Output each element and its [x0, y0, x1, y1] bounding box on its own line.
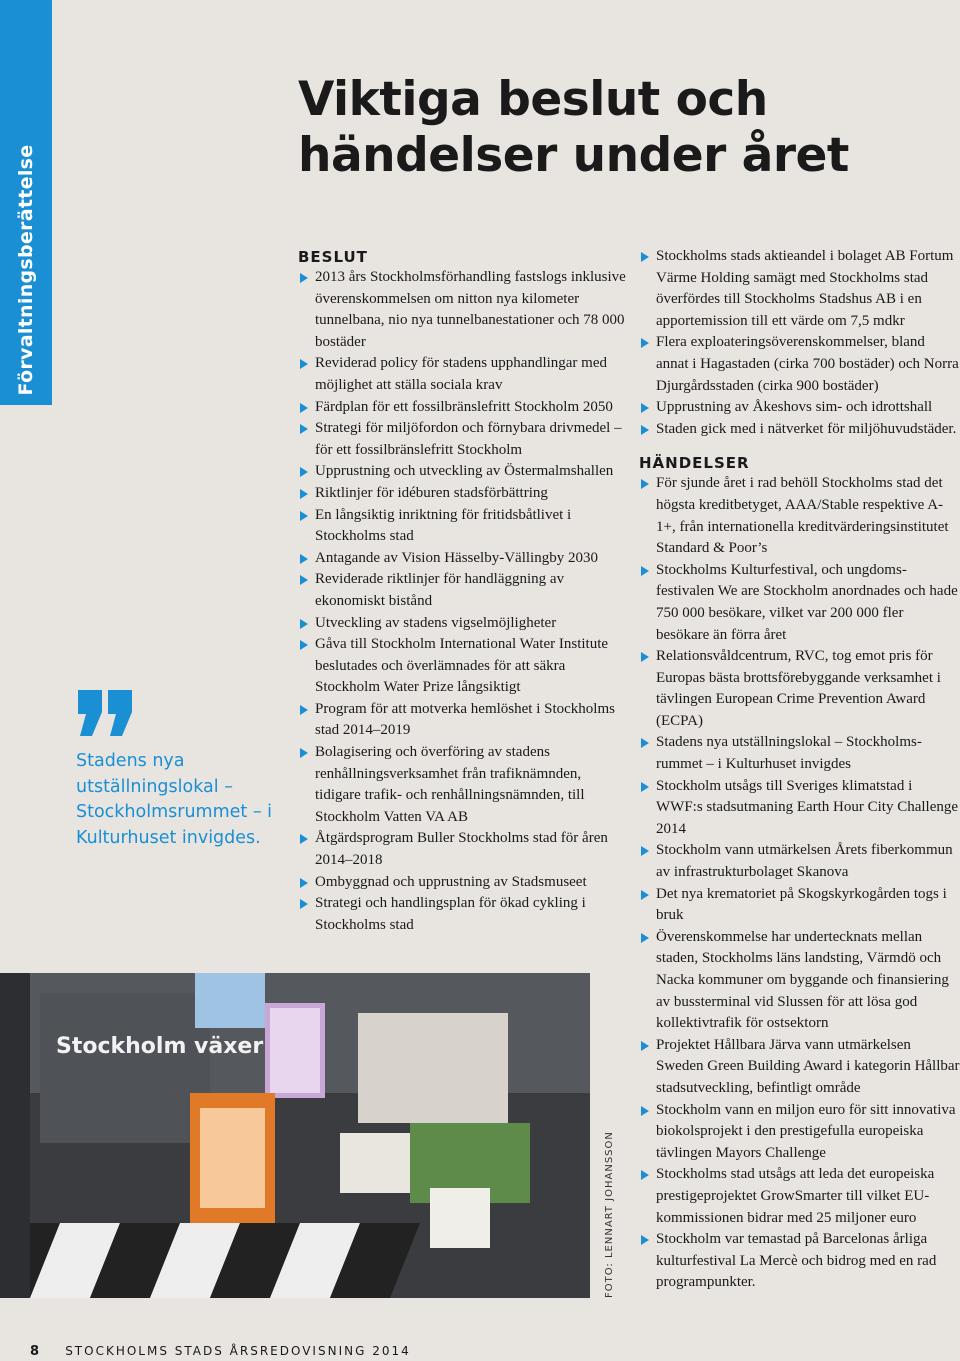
- list-item: Bolagisering och överföring av stadens renhållningsverksamhet från trafiknämnden, tidigare trafik- och renhållningsnämnden, till Stockholm Vatten VA AB: [298, 742, 628, 828]
- quote-mark-icon: [76, 690, 136, 740]
- list-item: Riktlinjer för idéburen stadsförbättring: [298, 483, 628, 505]
- list-item: För sjunde året i rad behöll Stockholms stad det högsta kreditbetyget, AAA/Stable respektive A-1+, från internationella kreditvärderingsinstitutet Standard & Poor’s: [639, 473, 960, 559]
- list-item: Överenskommelse har undertecknats mellan staden, Stockholms läns landsting, Värmdö och Nacka kommuner om byggande och finansiering av bussterminal vid Slussen för att lösa god kollektivtrafik för ostsektorn: [639, 927, 960, 1035]
- section-tab: [0, 0, 52, 405]
- photo-sign-text: Stockholm växer: [56, 1034, 264, 1059]
- list-item: Upprustning och utveckling av Östermalmshallen: [298, 461, 628, 483]
- exhibition-photo: [0, 973, 590, 1298]
- beslut-column: [298, 246, 628, 936]
- list-item: Det nya krematoriet på Skogskyrkogården togs i bruk: [639, 884, 960, 927]
- list-item: Strategi och handlingsplan för ökad cykling i Stockholms stad: [298, 893, 628, 936]
- list-item: Flera exploateringsöverenskommelser, bland annat i Hagastaden (cirka 700 bostäder) och Norra Djurgårdsstaden (cirka 900 bostäder): [639, 332, 960, 397]
- list-item: En långsiktig inriktning för fritidsbåtlivet i Stockholms stad: [298, 505, 628, 548]
- list-item: Åtgärdsprogram Buller Stockholms stad för åren 2014–2018: [298, 828, 628, 871]
- list-item: Utveckling av stadens vigselmöjligheter: [298, 613, 628, 635]
- list-item: Stadens nya utställningslokal – Stockholmsrummet – i Kulturhuset invigdes: [639, 732, 960, 775]
- list-item: Strategi för miljöfordon och förnybara drivmedel – för ett fossilbränslefritt Stockholm: [298, 418, 628, 461]
- handelser-heading: HÄNDELSER: [639, 454, 750, 473]
- publication-name: STOCKHOLMS STADS ÅRSREDOVISNING 2014: [65, 1344, 411, 1358]
- page-number: 8: [30, 1344, 40, 1359]
- list-item: Stockholm vann utmärkelsen Årets fiberkommun av infrastrukturbolaget Skanova: [639, 840, 960, 883]
- list-item: Program för att motverka hemlöshet i Stockholms stad 2014–2019: [298, 699, 628, 742]
- list-item: Reviderade riktlinjer för handläggning av ekonomiskt bistånd: [298, 569, 628, 612]
- list-item: Stockholm var temastad på Barcelonas årliga kulturfestival La Mercè och bidrog med en rad programpunkter.: [639, 1229, 960, 1294]
- list-item: Stockholms Kulturfestival, och ungdomsfestivalen We are Stockholm anordnades och hade 750 000 besökare, vilket var 200 000 fler besökare än förra året: [639, 560, 960, 646]
- list-item: Stockholm utsågs till Sveriges klimatstad i WWF:s stadsutmaning Earth Hour City Challenge 2014: [639, 776, 960, 841]
- beslut-list: [298, 267, 628, 936]
- list-item: Stockholms stads aktieandel i bolaget AB Fortum Värme Holding samägt med Stockholms stad överfördes till Stockholms Stadshus AB i en apportemission till ett värde om 7,5 mdkr: [639, 246, 960, 332]
- list-item: Upprustning av Åkeshovs sim- och idrottshall: [639, 397, 960, 419]
- list-item: 2013 års Stockholmsförhandling fastslogs inklusive överenskommelsen om nitton nya kilometer tunnelbana, nio nya tunnelbanestationer och 78 000 bostäder: [298, 267, 628, 353]
- right-column: [639, 246, 960, 1294]
- photo-credit: FOTO: LENNART JOHANSSON: [604, 1131, 615, 1298]
- list-item: Projektet Hållbara Järva vann utmärkelsen Sweden Green Building Award i kategorin Hållbar stadsutveckling, befintligt område: [639, 1035, 960, 1100]
- list-item: Färdplan för ett fossilbränslefritt Stockholm 2050: [298, 397, 628, 419]
- section-tab-label: Förvaltningsberättelse: [15, 144, 37, 396]
- list-item: Stockholms stad utsågs att leda det europeiska prestigeprojektet GrowSmarter till vilket EU-kommissionen bidrar med 25 miljoner euro: [639, 1164, 960, 1229]
- handelser-list: [639, 473, 960, 1294]
- beslut-heading: BESLUT: [298, 248, 368, 266]
- list-item: Relationsvåldcentrum, RVC, tog emot pris för Europas bästa brottsförebyggande verksamhet i tävlingen European Crime Prevention Award (ECPA): [639, 646, 960, 732]
- list-item: Reviderad policy för stadens upphandlingar med möjlighet att ställa sociala krav: [298, 353, 628, 396]
- pull-quote: Stadens nya utställningslokal – Stockholmsrummet – i Kulturhuset invigdes.: [76, 751, 273, 848]
- list-item: Stockholm vann en miljon euro för sitt innovativa biokolsprojekt i den prestigefulla europeiska tävlingen Mayors Challenge: [639, 1100, 960, 1165]
- beslut-continued-list: [639, 246, 960, 440]
- list-item: Ombyggnad och upprustning av Stadsmuseet: [298, 872, 628, 894]
- list-item: Gåva till Stockholm International Water Institute beslutades och överlämnades för att säkra Stockholm Water Prize långsiktigt: [298, 634, 628, 699]
- page-title: Viktiga beslut och händelser under året: [298, 72, 849, 183]
- list-item: Antagande av Vision Hässelby-Vällingby 2030: [298, 548, 628, 570]
- page-footer: [30, 1344, 411, 1359]
- list-item: Staden gick med i nätverket för miljöhuvudstäder.: [639, 419, 960, 441]
